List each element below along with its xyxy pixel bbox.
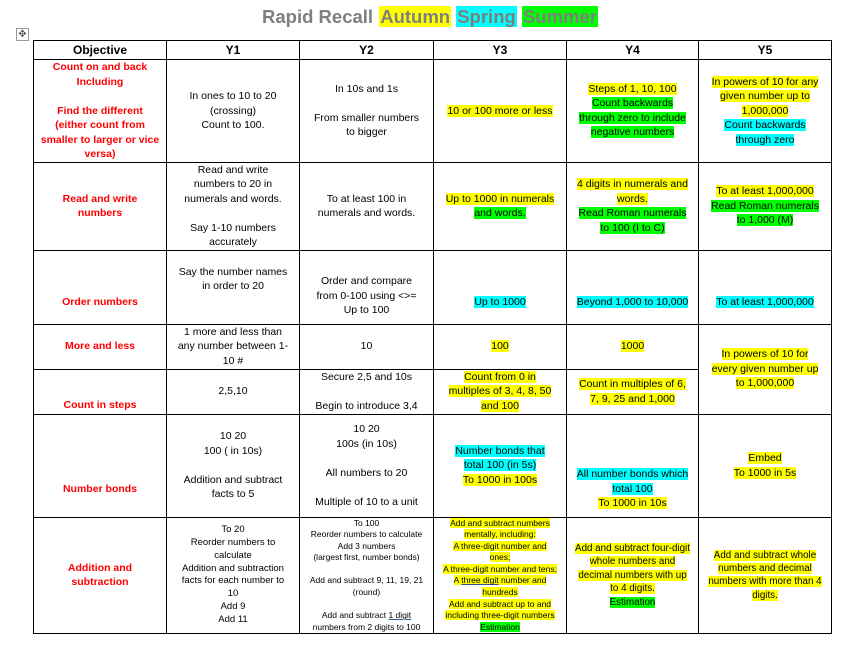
summer-highlight: Count backwards through zero to include negative numbers xyxy=(579,97,686,139)
y3-text-underlined: three digit xyxy=(461,575,499,586)
y3-cell xyxy=(434,369,567,414)
y1-cell: Read and write numbers to 20 in numerals and words. Say 1-10 numbers accurately xyxy=(167,162,300,250)
spring-highlight: Up to 1000 xyxy=(474,296,526,308)
header-y2: Y2 xyxy=(300,41,434,60)
y2-cell: In 10s and 1s From smaller numbers to bigger xyxy=(300,60,434,163)
y4-cell xyxy=(567,369,699,414)
y3-cell xyxy=(434,60,567,163)
y3-cell xyxy=(434,250,567,324)
objective-cell: Count on and back Including Find the different (either count from smaller to larger or vice versa) xyxy=(34,60,167,163)
autumn-highlight: 10 or 100 more or less xyxy=(447,104,553,117)
objective-cell: Count in steps xyxy=(34,369,167,414)
rapid-recall-table xyxy=(33,40,832,634)
objective-cell: Number bonds xyxy=(34,414,167,517)
y3-text-b: number and hundreds Add and subtract up to and including three-digit numbers xyxy=(445,575,555,621)
autumn-highlight: In powers of 10 for every given number up to 1,000,000 xyxy=(711,348,819,390)
summer-highlight: Estimation xyxy=(480,621,520,632)
table-row xyxy=(34,324,832,369)
y2-text-underlined: 1 digit xyxy=(388,610,412,621)
spring-highlight: Number bonds that total 100 (in 5s) xyxy=(455,444,545,472)
autumn-highlight: Add and subtract whole numbers and decimal numbers with more than 4 digits. xyxy=(708,549,822,601)
summer-highlight: Read Roman numerals to 100 (I to C) xyxy=(578,207,687,234)
title-spring: Spring xyxy=(457,6,516,27)
header-y4: Y4 xyxy=(567,41,699,60)
autumn-highlight: 4 digits in numerals and words. xyxy=(577,178,688,205)
y2-cell: 10 20 100s (in 10s) All numbers to 20 Multiple of 10 to a unit xyxy=(300,414,434,517)
header-row xyxy=(34,41,832,60)
summer-highlight: and words. xyxy=(474,207,526,219)
autumn-highlight: Steps of 1, 10, 100 xyxy=(588,82,677,95)
y5-cell xyxy=(699,250,832,324)
objective-cell: Addition and subtraction xyxy=(34,517,167,634)
autumn-highlight: Count in multiples of 6, 7, 9, 25 and 1,000 xyxy=(579,378,686,405)
header-y1: Y1 xyxy=(167,41,300,60)
autumn-highlight xyxy=(443,518,557,621)
table-row xyxy=(34,60,832,163)
y5-cell xyxy=(699,60,832,163)
autumn-highlight: In powers of 10 for any given number up to 1,000,000 xyxy=(711,75,819,117)
header-objective: Objective xyxy=(34,41,167,60)
move-cross-icon[interactable]: ✥ xyxy=(16,28,29,41)
y4-cell xyxy=(567,517,699,634)
y5-cell xyxy=(699,324,832,414)
y3-cell xyxy=(434,414,567,517)
autumn-highlight: Embed xyxy=(748,452,782,464)
y3-cell xyxy=(434,162,567,250)
autumn-highlight: To 1000 in 5s xyxy=(733,466,797,479)
spring-highlight: All number bonds which total 100 xyxy=(576,468,689,495)
table-row xyxy=(34,250,832,324)
summer-highlight: Read Roman numerals to 1,000 (M) xyxy=(711,199,819,227)
y1-cell: 10 20 100 ( in 10s) Addition and subtract facts to 5 xyxy=(167,414,300,517)
summer-highlight: Estimation xyxy=(609,596,656,608)
table-row xyxy=(34,162,832,250)
y2-cell: Order and compare from 0-100 using <>= Up to 100 xyxy=(300,250,434,324)
title-prefix: Rapid Recall xyxy=(262,6,379,27)
y3-cell xyxy=(434,517,567,634)
y1-cell: 1 more and less than any number between 1- 10 # xyxy=(167,324,300,369)
table-row xyxy=(34,517,832,634)
y3-text-a: Add and subtract numbers mentally, including: A three-digit number and ones; A three-digit number and tens; A xyxy=(443,517,557,586)
objective-cell: More and less xyxy=(34,324,167,369)
y1-cell: To 20 Reorder numbers to calculate Addition and subtraction facts for each number to 10 Add 9 Add 11 xyxy=(167,517,300,634)
y2-cell: To at least 100 in numerals and words. xyxy=(300,162,434,250)
autumn-highlight: To 1000 in 100s xyxy=(462,473,538,486)
autumn-highlight: 100 xyxy=(491,340,509,353)
y1-cell: 2,5,10 xyxy=(167,369,300,414)
autumn-highlight: Count from 0 in multiples of 3, 4, 8, 50 and 100 xyxy=(448,370,552,412)
autumn-highlight: To at least 1,000,000 xyxy=(716,185,814,198)
spring-highlight: Beyond 1,000 to 10,000 xyxy=(576,296,689,308)
y4-cell xyxy=(567,414,699,517)
objective-cell: Read and write numbers xyxy=(34,162,167,250)
y2-cell: 10 xyxy=(300,324,434,369)
title-summer: Summer xyxy=(522,6,597,27)
spring-highlight: To at least 1,000,000 xyxy=(716,296,814,308)
y5-cell xyxy=(699,414,832,517)
y2-cell xyxy=(300,517,434,634)
y4-cell xyxy=(567,162,699,250)
y4-cell xyxy=(567,250,699,324)
y5-cell xyxy=(699,517,832,634)
y2-text-a: To 100 Reorder numbers to calculate Add 3 numbers (largest first, number bonds) Add and subtract 9, 11, 19, 21 (round) Add and subtract xyxy=(309,517,424,621)
autumn-highlight: Add and subtract four-digit whole numbers and decimal numbers with up to 4 digits. xyxy=(575,542,690,595)
y2-text-c: numbers from 2 digits to 100 xyxy=(312,621,421,632)
table-row xyxy=(34,414,832,517)
page-title xyxy=(0,6,859,28)
y3-cell xyxy=(434,324,567,369)
header-y5: Y5 xyxy=(699,41,832,60)
y4-cell xyxy=(567,324,699,369)
y4-cell xyxy=(567,60,699,163)
objective-cell: Order numbers xyxy=(34,250,167,324)
spring-highlight: Count backwards through zero xyxy=(724,119,806,146)
autumn-highlight: To 1000 in 10s xyxy=(598,497,667,509)
autumn-highlight: 1000 xyxy=(620,340,645,353)
autumn-highlight: Up to 1000 in numerals xyxy=(445,192,555,205)
y2-cell: Secure 2,5 and 10s Begin to introduce 3,4 xyxy=(300,369,434,414)
header-y3: Y3 xyxy=(434,41,567,60)
title-autumn: Autumn xyxy=(380,6,451,27)
y1-cell: In ones to 10 to 20 (crossing) Count to 100. xyxy=(167,60,300,163)
y1-cell: Say the number names in order to 20 xyxy=(167,250,300,324)
y5-cell xyxy=(699,162,832,250)
